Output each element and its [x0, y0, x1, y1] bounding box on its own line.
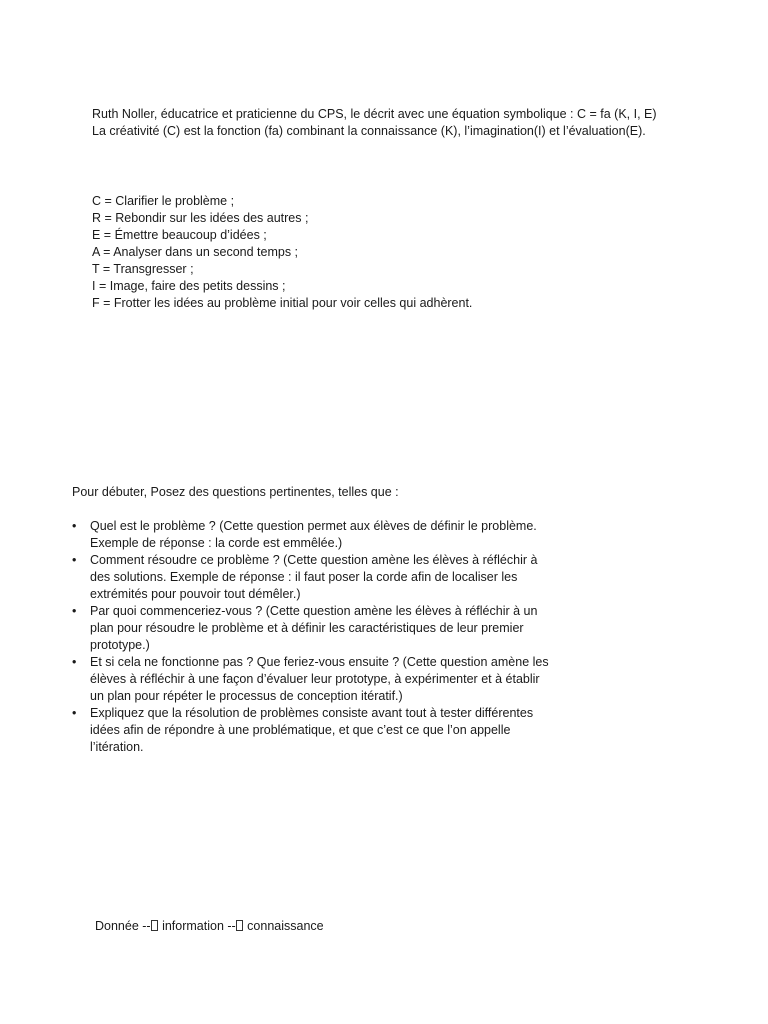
list-item-line: Quel est le problème ? (Cette question permet aux élèves de définir le problème.: [90, 519, 537, 533]
list-item-line: Comment résoudre ce problème ? (Cette question amène les élèves à réfléchir à: [90, 553, 538, 567]
bullet-icon: •: [72, 655, 77, 669]
intro-line: Ruth Noller, éducatrice et praticienne du CPS, le décrit avec une équation symbolique : C = fa (K, I, E): [92, 107, 657, 121]
bullet-icon: •: [72, 604, 77, 618]
acronym-item: R = Rebondir sur les idées des autres ;: [92, 211, 309, 225]
bullet-icon: •: [72, 519, 77, 533]
list-item-line: Par quoi commenceriez-vous ? (Cette question amène les élèves à réfléchir à un: [90, 604, 538, 618]
footer-text-information: information --: [158, 919, 236, 933]
bullet-icon: •: [72, 553, 77, 567]
list-item-line: l’itération.: [90, 740, 144, 754]
list-item-line: prototype.): [90, 638, 150, 652]
acronym-item: C = Clarifier le problème ;: [92, 194, 235, 208]
list-item: [72, 603, 592, 654]
list-item: [72, 705, 592, 756]
footer-text-donnee: Donnée --: [95, 919, 151, 933]
missing-glyph-icon: [236, 920, 243, 931]
list-item-line: plan pour résoudre le problème et à définir les caractéristiques de leur premier: [90, 621, 524, 635]
list-item: [72, 552, 592, 603]
questions-bullet-list: [72, 518, 592, 756]
acronym-item: I = Image, faire des petits dessins ;: [92, 279, 286, 293]
list-item-line: idées afin de répondre à une problématique, et que c’est ce que l’on appelle: [90, 723, 511, 737]
list-item: [72, 654, 592, 705]
acronym-item: E = Émettre beaucoup d’idées ;: [92, 228, 267, 242]
bullet-icon: •: [72, 706, 77, 720]
list-item-line: un plan pour répéter le processus de conception itératif.): [90, 689, 403, 703]
list-item: [72, 518, 592, 552]
missing-glyph-icon: [151, 920, 158, 931]
acronym-item: A = Analyser dans un second temps ;: [92, 245, 299, 259]
questions-lead: Pour débuter, Posez des questions pertinentes, telles que :: [72, 485, 399, 499]
list-item-line: Expliquez que la résolution de problèmes consiste avant tout à tester différentes: [90, 706, 534, 720]
acronym-item: T = Transgresser ;: [92, 262, 194, 276]
intro-line: La créativité (C) est la fonction (fa) combinant la connaissance (K), l’imagination(I) et l’évaluation(E).: [92, 124, 646, 138]
intro-paragraph: [92, 106, 657, 140]
data-information-knowledge-line: [95, 918, 324, 935]
acronym-item: F = Frotter les idées au problème initial pour voir celles qui adhèrent.: [92, 296, 473, 310]
list-item-line: des solutions. Exemple de réponse : il faut poser la corde afin de localiser les: [90, 570, 518, 584]
list-item-line: élèves à réfléchir à une façon d’évaluer leur prototype, à expérimenter et à établir: [90, 672, 540, 686]
list-item-line: extrémités pour pouvoir tout démêler.): [90, 587, 301, 601]
footer-text-connaissance: connaissance: [243, 919, 324, 933]
list-item-line: Et si cela ne fonctionne pas ? Que feriez-vous ensuite ? (Cette question amène les: [90, 655, 549, 669]
creativity-acronym-list: [92, 193, 472, 312]
list-item-line: Exemple de réponse : la corde est emmêlée.): [90, 536, 343, 550]
